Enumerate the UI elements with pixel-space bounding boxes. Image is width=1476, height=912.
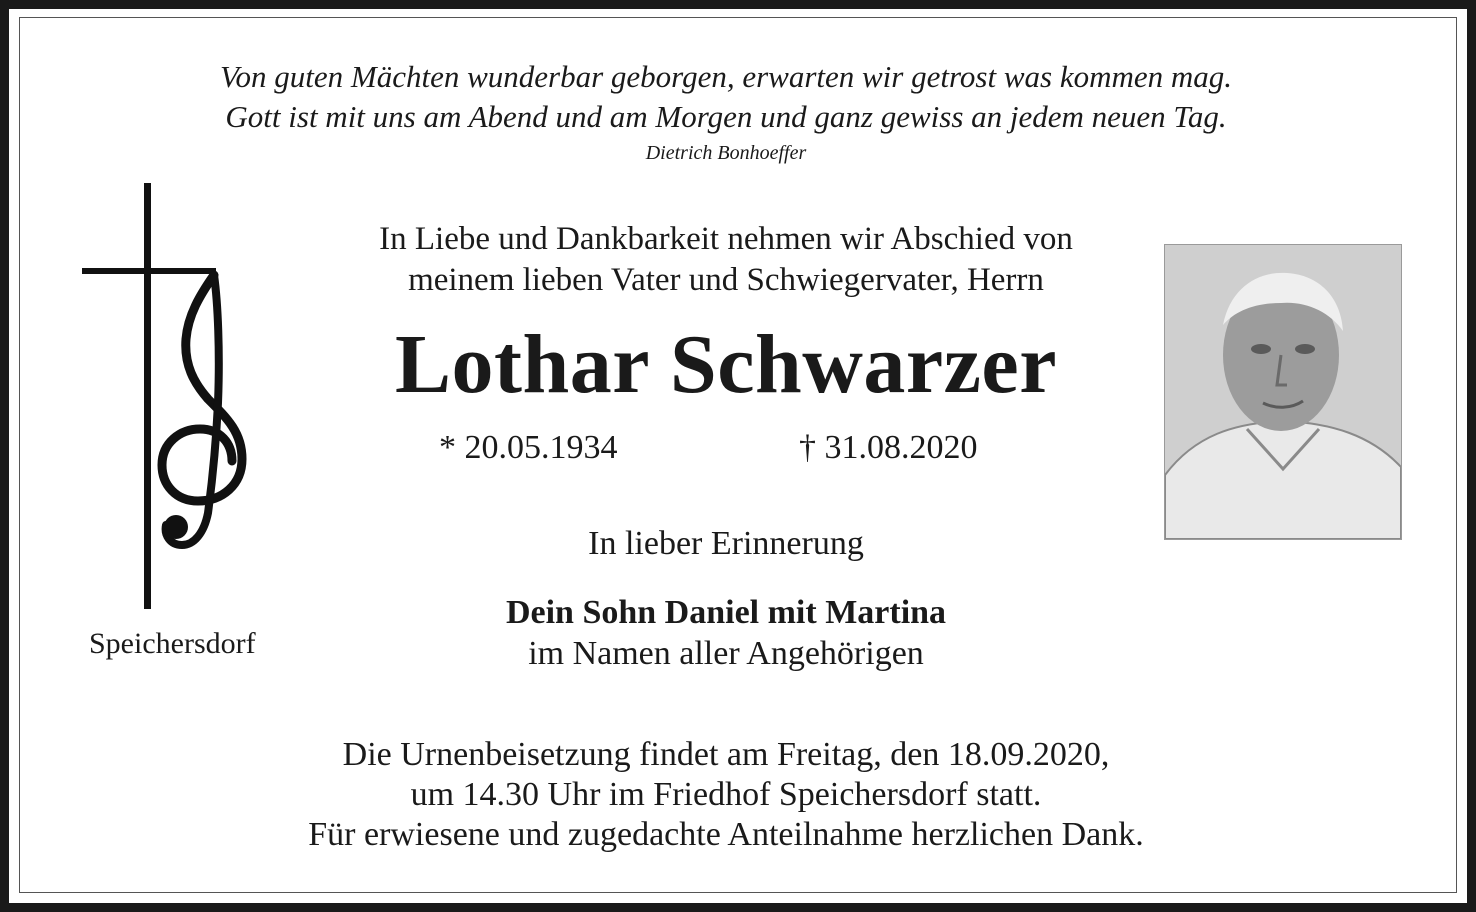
funeral-line-2: um 14.30 Uhr im Friedhof Speichersdorf statt. xyxy=(410,776,1042,813)
intro-line-2: meinem lieben Vater und Schwiegervater, Herrn xyxy=(408,262,1044,298)
funeral-line-1: Die Urnenbeisetzung findet am Freitag, den 18.09.2020, xyxy=(342,736,1110,773)
deceased-name: Lothar Schwarzer xyxy=(395,318,1057,411)
location: Speichersdorf xyxy=(89,627,256,660)
quote-author: Dietrich Bonhoeffer xyxy=(645,142,807,164)
intro-line-1: In Liebe und Dankbarkeit nehmen wir Abschied von xyxy=(379,221,1073,257)
remembrance: In lieber Erinnerung xyxy=(588,525,864,562)
family-line-1: Dein Sohn Daniel mit Martina xyxy=(505,594,947,631)
quote-line-2: Gott ist mit uns am Abend und am Morgen und ganz gewiss an jedem neuen Tag. xyxy=(225,99,1227,134)
portrait-image xyxy=(1165,245,1401,539)
quote-line-1: Von guten Mächten wunderbar geborgen, erwarten wir getrost was kommen mag. xyxy=(220,59,1232,94)
inner-frame xyxy=(19,17,1457,893)
portrait-photo xyxy=(1164,244,1402,540)
birth-date: * 20.05.1934 xyxy=(439,429,618,466)
funeral-line-3: Für erwiesene und zugedachte Anteilnahme herzlichen Dank. xyxy=(308,816,1144,853)
death-date: † 31.08.2020 xyxy=(799,429,978,466)
family-line-2: im Namen aller Angehörigen xyxy=(528,635,924,672)
